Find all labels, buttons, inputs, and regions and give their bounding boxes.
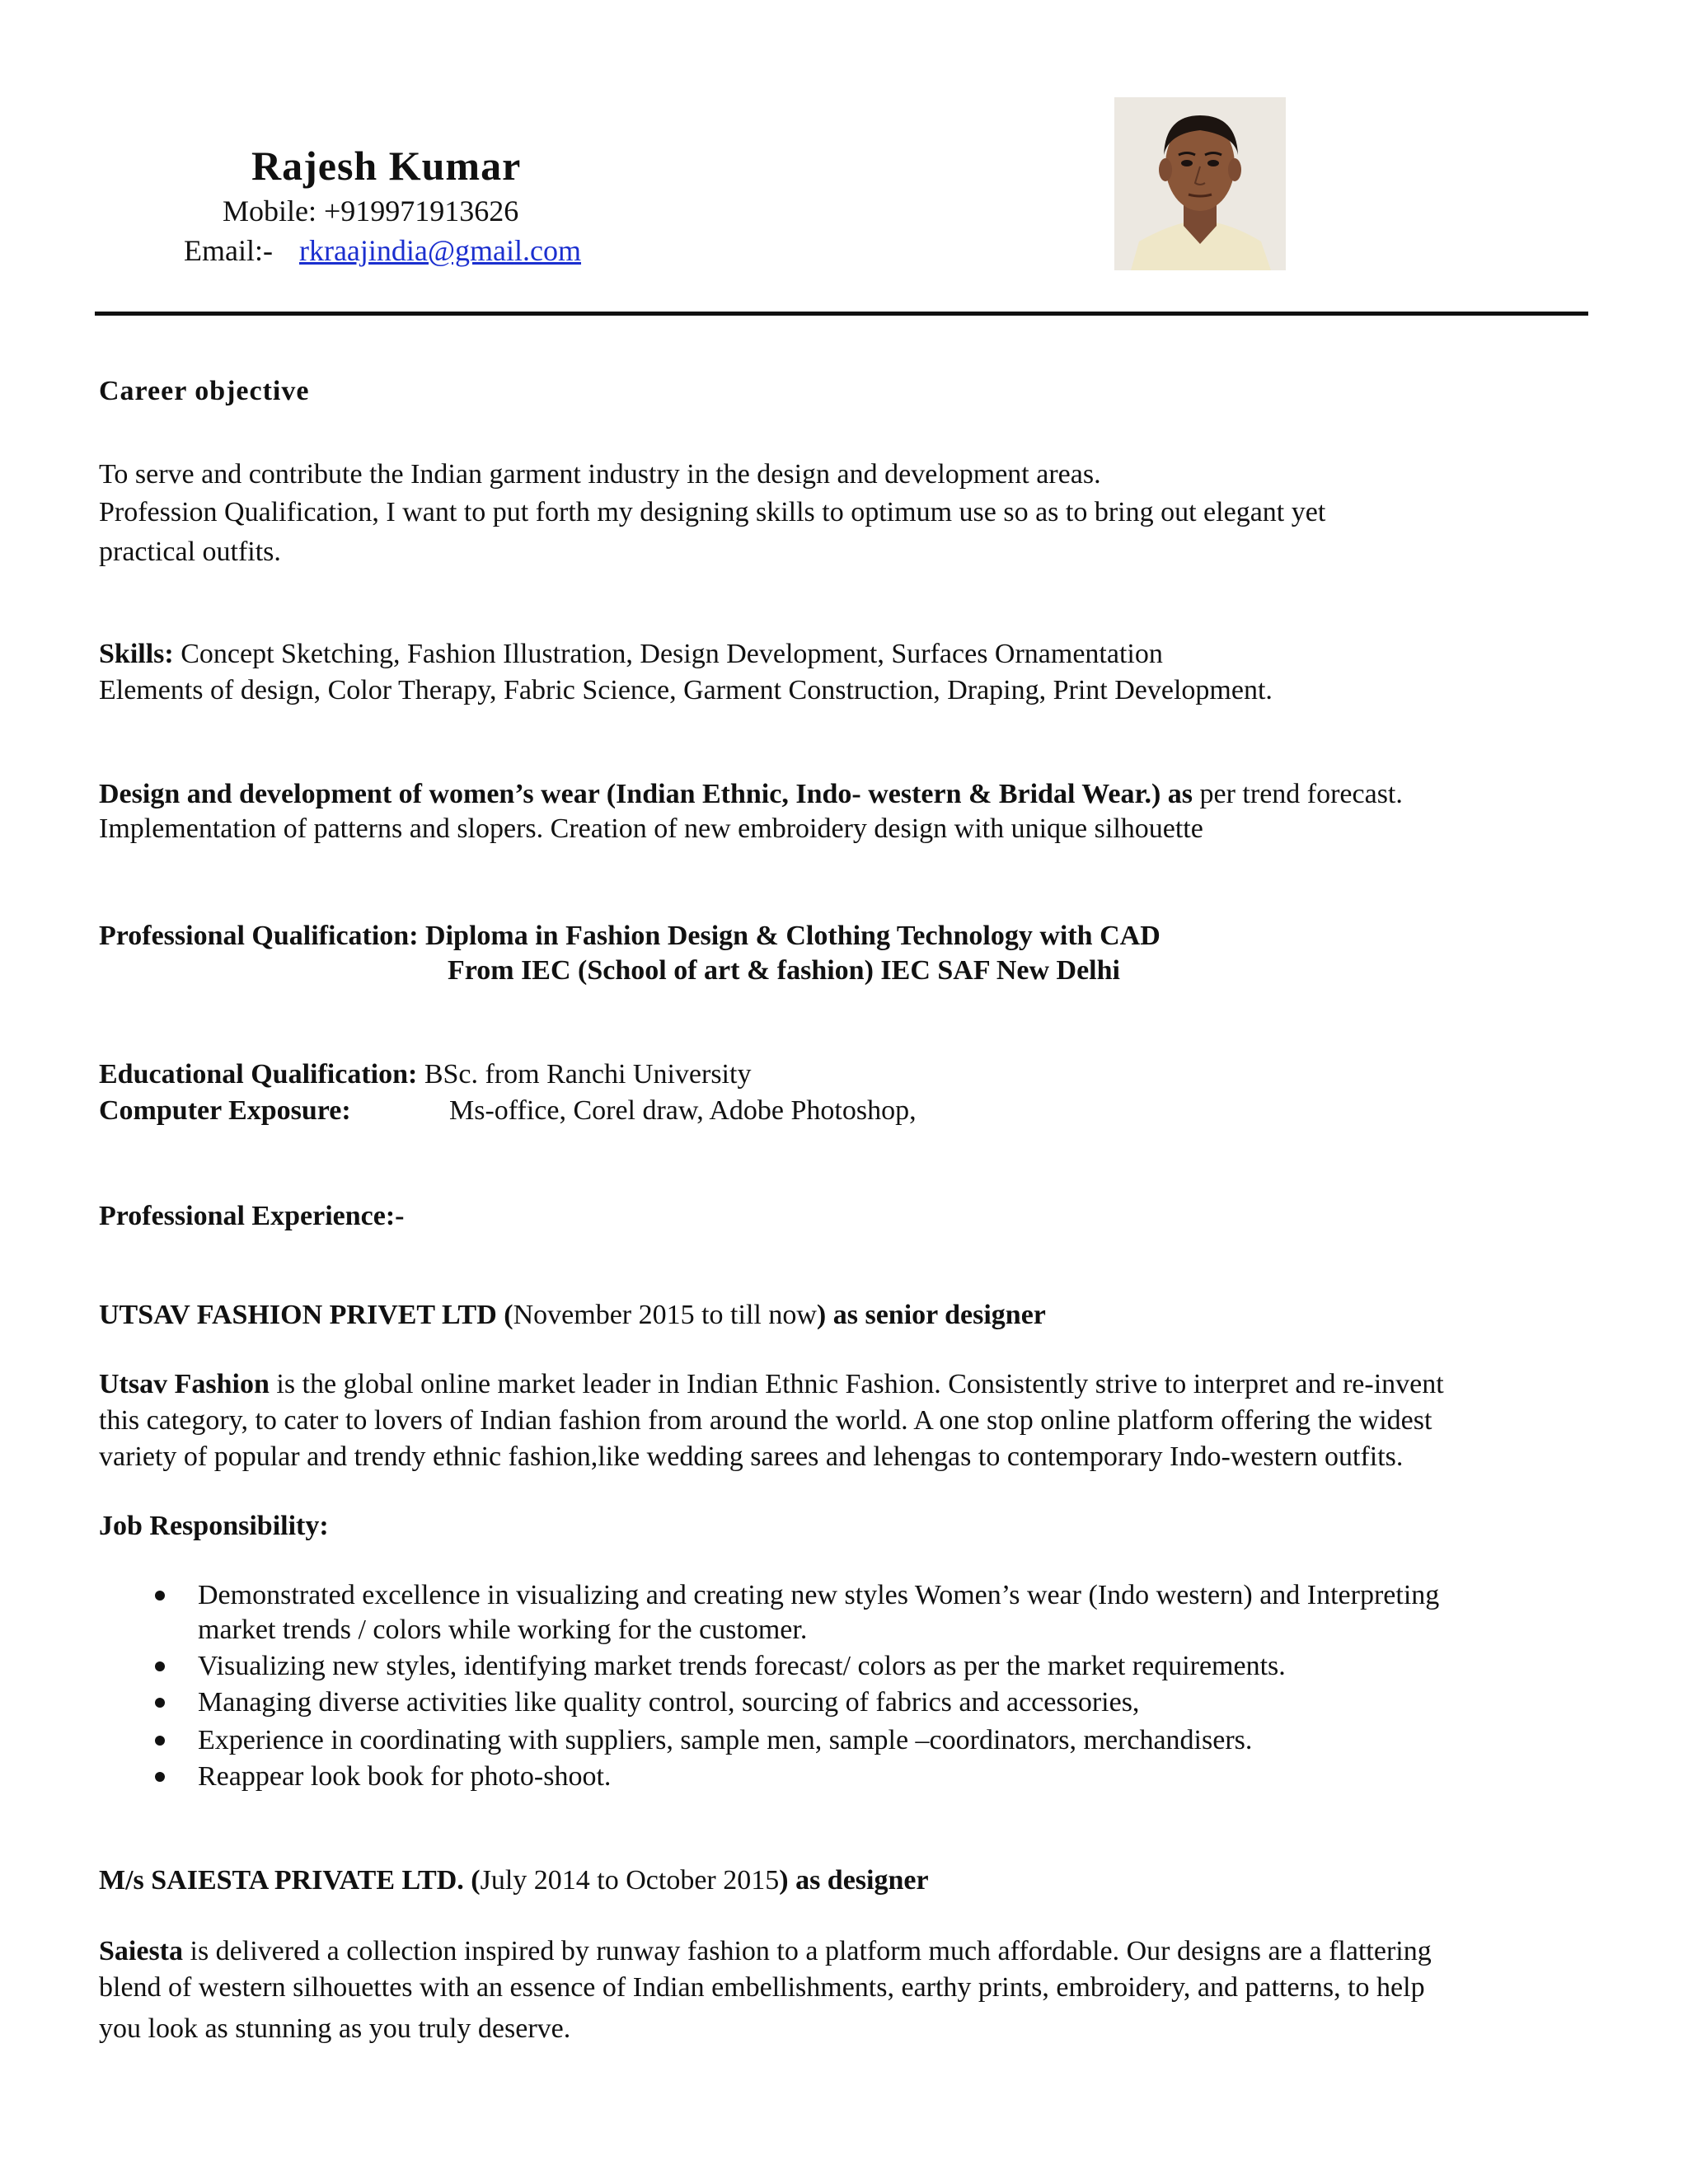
educational-qualification-line bbox=[99, 1057, 751, 1093]
job2-desc-line-3: you look as stunning as you truly deserve. bbox=[99, 2013, 571, 2044]
job2-role: ) as designer bbox=[779, 1865, 929, 1896]
job1-title-line bbox=[99, 1297, 1046, 1333]
design-rest-text: per trend forecast. bbox=[1193, 779, 1403, 809]
job2-period: July 2014 to October 2015 bbox=[480, 1865, 780, 1896]
job1-desc-line-2: this category, to cater to lovers of Indian fashion from around the world. A one stop online platform offering the widest bbox=[99, 1405, 1432, 1436]
professional-experience-heading: Professional Experience:- bbox=[99, 1201, 405, 1231]
list-item: Experience in coordinating with suppliers, sample men, sample –coordinators, merchandisers. bbox=[198, 1725, 1253, 1755]
bullet-dot bbox=[155, 1661, 165, 1671]
job1-desc-text: is the global online market leader in Indian Ethnic Fashion. Consistently strive to interpret and re-invent bbox=[269, 1369, 1444, 1399]
job2-desc-line-1 bbox=[99, 1933, 1432, 1970]
job1-desc-line-3: variety of popular and trendy ethnic fashion,like wedding sarees and lehengas to contemporary Indo-western outfits. bbox=[99, 1441, 1404, 1472]
job1-responsibility-heading: Job Responsibility: bbox=[99, 1511, 329, 1541]
skills-label: Skills: bbox=[99, 639, 174, 669]
computer-exposure-label: Computer Exposure: bbox=[99, 1095, 351, 1126]
job2-desc-text: is delivered a collection inspired by runway fashion to a platform much affordable. Our designs are a flattering bbox=[183, 1936, 1432, 1966]
list-item: Demonstrated excellence in visualizing and creating new styles Women’s wear (Indo western) and Interpreting bbox=[198, 1580, 1440, 1610]
career-objective-line-2: Profession Qualification, I want to put forth my designing skills to optimum use so as to bring out elegant yet bbox=[99, 497, 1326, 527]
job1-period: November 2015 to till now bbox=[513, 1300, 817, 1330]
list-item: Reappear look book for photo-shoot. bbox=[198, 1761, 612, 1792]
bullet-dot bbox=[155, 1591, 165, 1601]
email-link[interactable]: rkraajindia@gmail.com bbox=[298, 234, 582, 267]
skills-line-1 bbox=[99, 636, 1163, 673]
design-line-1 bbox=[99, 776, 1403, 813]
list-item: Managing diverse activities like quality control, sourcing of fabrics and accessories, bbox=[198, 1687, 1140, 1718]
candidate-name: Rajesh Kumar bbox=[251, 143, 522, 189]
educational-qualification-value: BSc. from Ranchi University bbox=[417, 1059, 752, 1090]
job1-company: UTSAV FASHION PRIVET LTD ( bbox=[99, 1300, 513, 1330]
educational-qualification-label: Educational Qualification: bbox=[99, 1059, 418, 1090]
job2-desc-company: Saiesta bbox=[99, 1936, 183, 1966]
person-photo-icon bbox=[1114, 97, 1286, 270]
list-item-continued: market trends / colors while working for the customer. bbox=[198, 1615, 808, 1645]
job2-company: M/s SAIESTA PRIVATE LTD. ( bbox=[99, 1865, 481, 1896]
career-objective-heading: Career objective bbox=[99, 376, 310, 406]
mobile-number: Mobile: +919971913626 bbox=[223, 194, 519, 227]
professional-qualification-line-2: From IEC (School of art & fashion) IEC SAF New Delhi bbox=[448, 955, 1120, 986]
email-line bbox=[184, 233, 581, 268]
bullet-dot bbox=[155, 1736, 165, 1746]
bullet-dot bbox=[155, 1698, 165, 1708]
design-bold-text: Design and development of women’s wear (Indian Ethnic, Indo- western & Bridal Wear.) as bbox=[99, 779, 1193, 809]
job2-title-line bbox=[99, 1863, 929, 1899]
job1-desc-company: Utsav Fashion bbox=[99, 1369, 270, 1399]
email-label: Email:- bbox=[184, 234, 273, 267]
career-objective-line-3: practical outfits. bbox=[99, 537, 281, 567]
skills-value: Concept Sketching, Fashion Illustration, Design Development, Surfaces Ornamentation bbox=[173, 639, 1163, 669]
bullet-dot bbox=[155, 1772, 165, 1782]
professional-qualification-line-1: Professional Qualification: Diploma in Fashion Design & Clothing Technology with CAD bbox=[99, 921, 1160, 951]
skills-line-2: Elements of design, Color Therapy, Fabric Science, Garment Construction, Draping, Print Development. bbox=[99, 675, 1273, 705]
job1-role: ) as senior designer bbox=[816, 1300, 1046, 1330]
career-objective-line-1: To serve and contribute the Indian garment industry in the design and development areas. bbox=[99, 459, 1101, 490]
list-item: Visualizing new styles, identifying market trends forecast/ colors as per the market requirements. bbox=[198, 1651, 1286, 1681]
computer-exposure-value: Ms-office, Corel draw, Adobe Photoshop, bbox=[449, 1095, 917, 1126]
design-line-2: Implementation of patterns and slopers. Creation of new embroidery design with unique silhouette bbox=[99, 813, 1203, 844]
header-divider bbox=[95, 312, 1588, 316]
job1-desc-line-1 bbox=[99, 1366, 1444, 1403]
job2-desc-line-2: blend of western silhouettes with an essence of Indian embellishments, earthy prints, embroidery, and patterns, to help bbox=[99, 1972, 1425, 2003]
profile-photo bbox=[1114, 97, 1286, 270]
